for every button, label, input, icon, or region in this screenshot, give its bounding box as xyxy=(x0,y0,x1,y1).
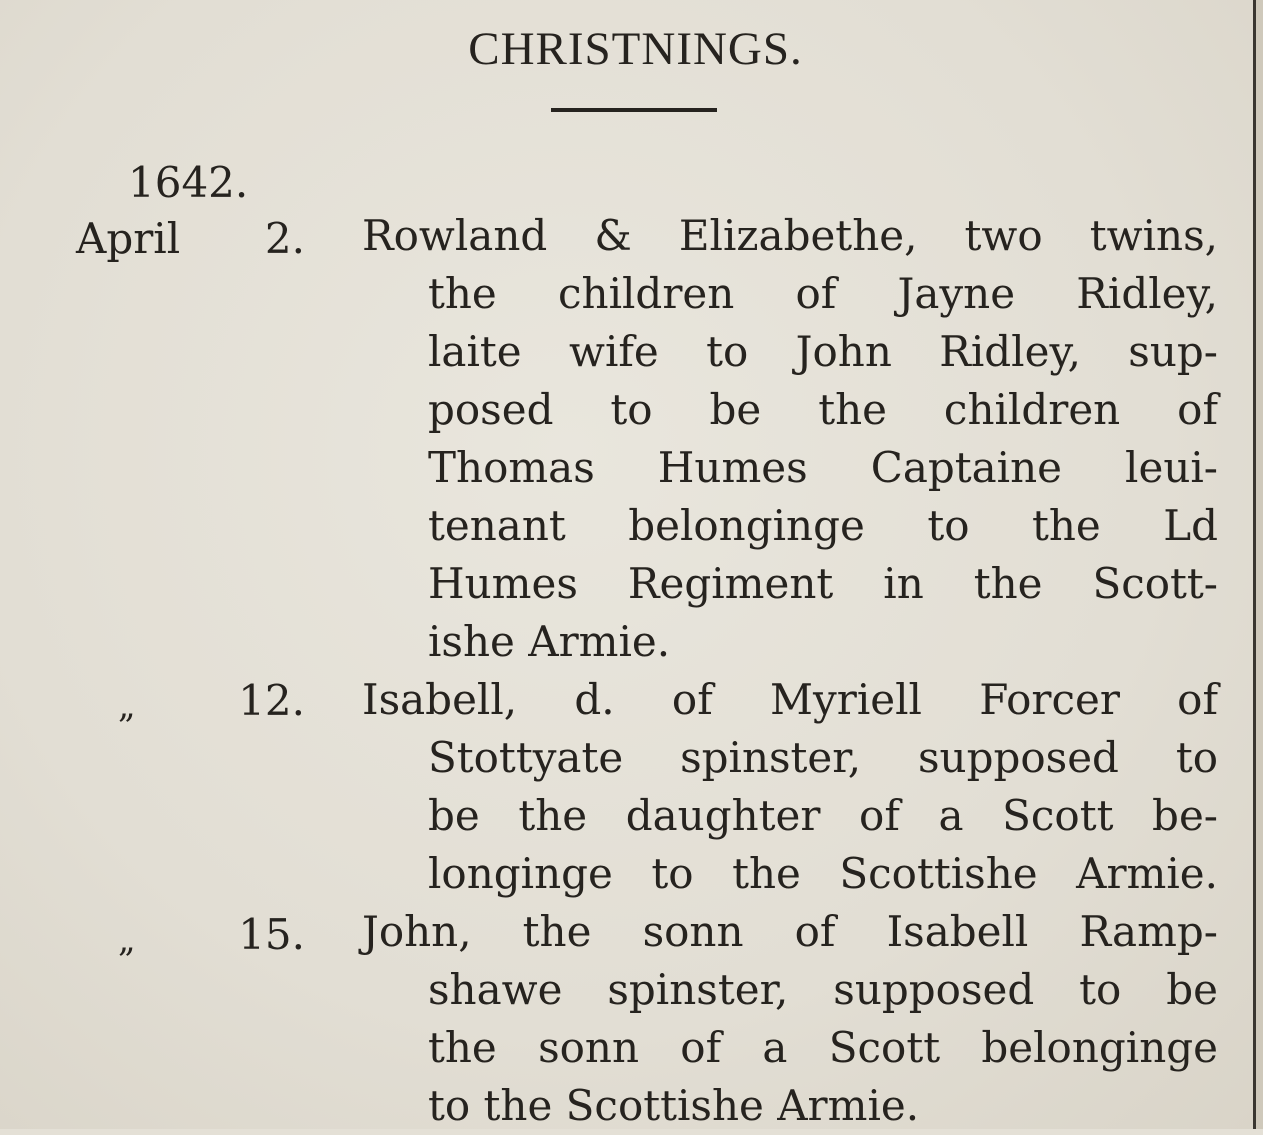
entry-text-line: ishe Armie. xyxy=(428,617,671,666)
entry-text-line: Rowland & Elizabethe, two twins, xyxy=(362,211,1218,260)
entry-text-line: be the daughter of a Scott be- xyxy=(428,791,1218,840)
entry-month: April xyxy=(76,214,181,263)
entry-day: 12. xyxy=(238,676,305,725)
entry-text-line: posed to be the children of xyxy=(428,385,1218,434)
entry-text-line: Humes Regiment in the Scott- xyxy=(428,559,1218,608)
ditto-mark: „ xyxy=(118,920,136,960)
heading-rule xyxy=(551,108,717,112)
section-heading: CHRISTNINGS. xyxy=(468,23,803,75)
entry-year: 1642. xyxy=(128,158,249,207)
entry-text-line: Stottyate spinster, supposed to xyxy=(428,733,1218,782)
entry-text-line: longinge to the Scottishe Armie. xyxy=(428,849,1218,898)
entry-text-line: shawe spinster, supposed to be xyxy=(428,965,1218,1014)
entry-text-line: to the Scottishe Armie. xyxy=(428,1081,920,1130)
entry-day: 15. xyxy=(238,910,305,959)
entry-day: 2. xyxy=(264,214,305,263)
entry-text-line: the children of Jayne Ridley, xyxy=(428,269,1218,318)
entry-text-line: John, the sonn of Isabell Ramp- xyxy=(362,907,1218,956)
ditto-mark: „ xyxy=(118,686,136,726)
entry-text-line: tenant belonginge to the Ld xyxy=(428,501,1218,550)
entry-text-line: the sonn of a Scott belonginge xyxy=(428,1023,1218,1072)
entry-text-line: Isabell, d. of Myriell Forcer of xyxy=(362,675,1218,724)
page-edge-shadow xyxy=(1256,0,1263,1129)
entry-text-line: laite wife to John Ridley, sup- xyxy=(428,327,1218,376)
entry-text-line: Thomas Humes Captaine leui- xyxy=(428,443,1218,492)
